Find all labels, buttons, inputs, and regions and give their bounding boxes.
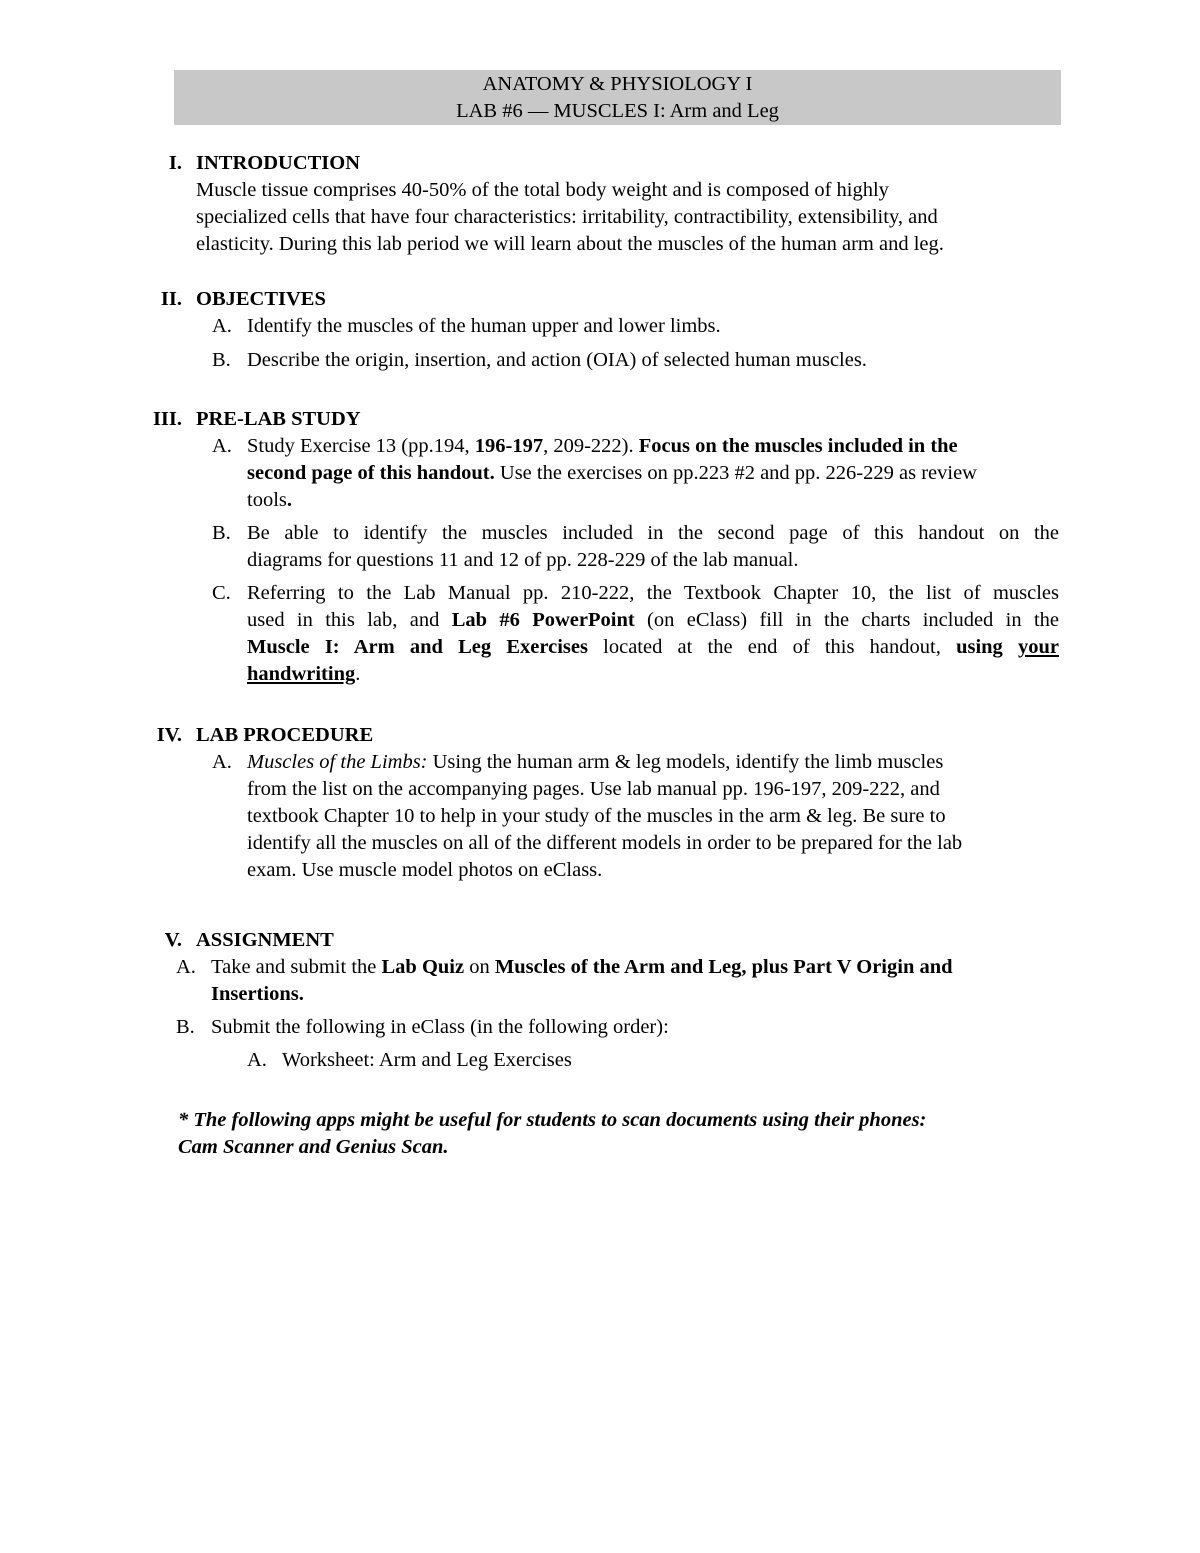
item-letter: B. [212,522,231,544]
intro-paragraph [196,177,1056,258]
item-text: Take and submit the Lab Quiz on Muscles of the Arm and Leg, plus Part V Origin and Insertions. [211,956,953,1005]
course-title: ANATOMY & PHYSIOLOGY I [482,73,753,95]
item-letter: C. [212,582,231,604]
section-title: LAB PROCEDURE [196,724,374,746]
item-letter: A. [212,315,232,337]
section-numeral: II. [160,288,182,310]
item-letter: A. [212,435,232,457]
section-objectives [0,286,1200,371]
section-numeral: IV. [156,724,182,746]
section-introduction [0,150,1200,255]
item-text: Describe the origin, insertion, and action (OIA) of selected human muscles. [247,349,867,371]
title-banner [174,70,1061,125]
item-text: Worksheet: Arm and Leg Exercises [282,1049,572,1071]
item-letter: B. [176,1016,195,1038]
item-letter: A. [176,956,196,978]
intro-line: specialized cells that have four characteristics: irritability, contractibility, extensibility, and [196,206,938,228]
section-title: ASSIGNMENT [196,929,334,951]
item-text: Identify the muscles of the human upper and lower limbs. [247,315,721,337]
section-title: INTRODUCTION [196,152,361,174]
intro-line: Muscle tissue comprises 40-50% of the total body weight and is composed of highly [196,179,889,201]
item-letter: B. [212,349,231,371]
section-numeral: V. [164,929,182,951]
section-prelab [0,406,1200,685]
item-text: Muscles of the Limbs: Using the human arm & leg models, identify the limb muscles from the list on the accompanying pages. Use lab manual pp. 196-197, 209-222, and textbook Chapter 10 to help in your study of the muscles in the arm & leg. Be sure to identify all the muscles on all of the different models in order to be prepared for the lab exam. Use muscle model photos on eClass. [247,751,963,881]
section-title: OBJECTIVES [196,288,326,310]
item-text: Submit the following in eClass (in the following order): [211,1016,669,1038]
item-letter: A. [212,751,232,773]
section-numeral: III. [152,408,182,430]
section-numeral: I. [168,152,182,174]
scan-apps-note: * The following apps might be useful for students to scan documents using their phones: Cam Scanner and Genius Scan. [178,1109,927,1158]
section-procedure [0,722,1200,881]
intro-line: elasticity. During this lab period we will learn about the muscles of the human arm and leg. [196,233,944,255]
section-title: PRE-LAB STUDY [196,408,361,430]
item-text: Referring to the Lab Manual pp. 210-222, the Textbook Chapter 10, the list of muscles used in this lab, and Lab #6 PowerPoint (on eClass) fill in the charts included in the Muscle I: Arm and Leg Exercises located at the end of this handout, using your handwriting. [247,582,1059,685]
section-assignment [0,927,1200,1071]
item-text: Study Exercise 13 (pp.194, 196-197, 209-222). Focus on the muscles included in the second page of this handout. Use the exercises on pp.223 #2 and pp. 226-229 as review tools. [247,435,977,511]
item-text: Be able to identify the muscles included in the second page of this handout on the diagrams for questions 11 and 12 of pp. 228-229 of the lab manual. [247,522,1059,571]
item-letter: A. [247,1049,267,1071]
lab-title: LAB #6 — MUSCLES I: Arm and Leg [456,100,779,122]
